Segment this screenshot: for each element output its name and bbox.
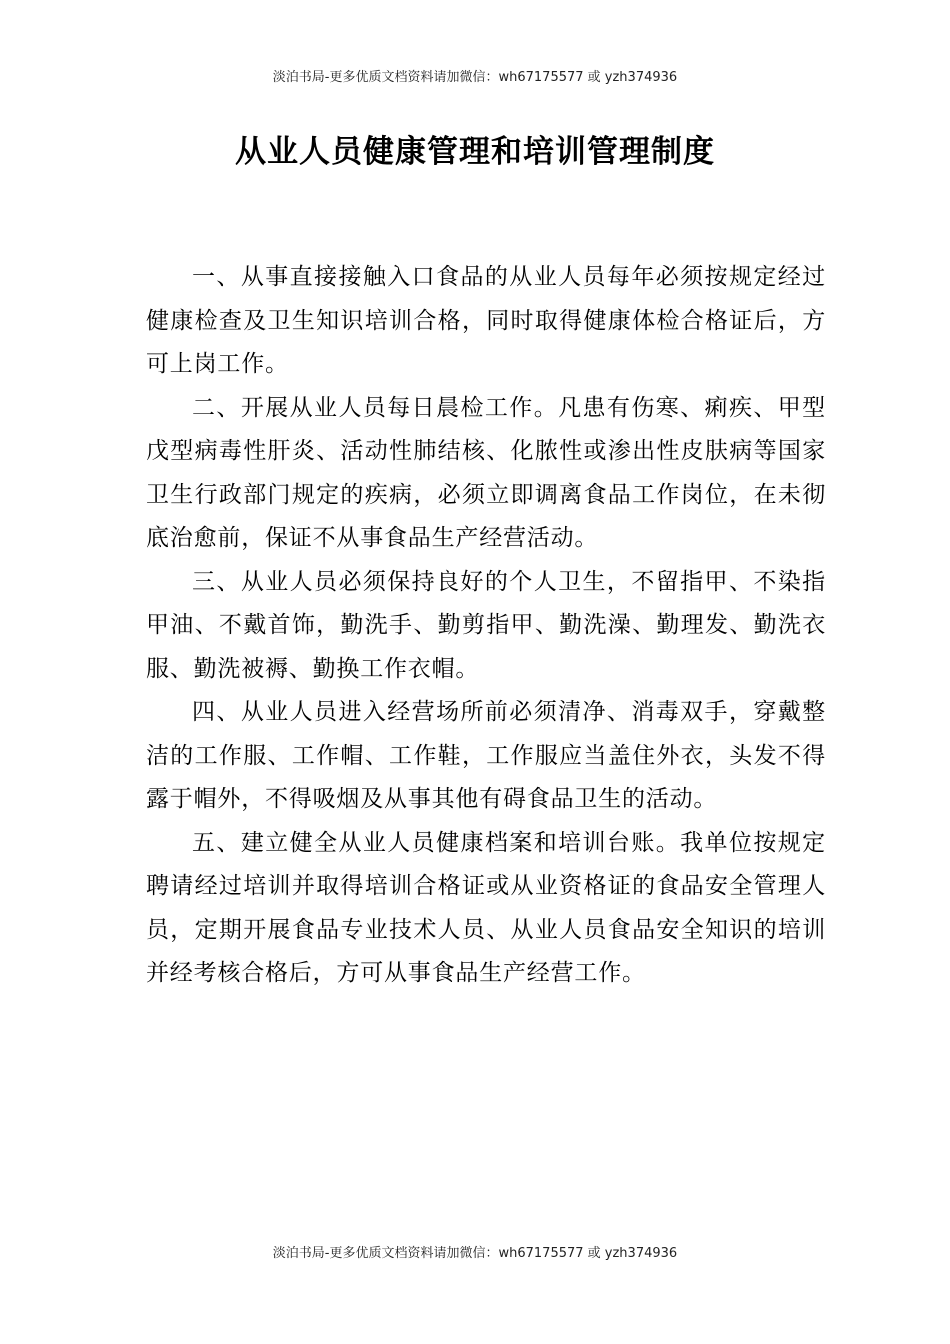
paragraph-3: 三、从业人员必须保持良好的个人卫生，不留指甲、不染指甲油、不戴首饰，勤洗手、勤剪指甲、勤洗澡、勤理发、勤洗衣服、勤洗被褥、勤换工作衣帽。 [146,568,826,682]
document-body [146,256,826,996]
page-footer: 淡泊书局-更多优质文档资料请加微信：wh67175577 或 yzh374936 [272,1246,678,1261]
paragraph-2: 二、开展从业人员每日晨检工作。凡患有伤寒、痢疾、甲型戊型病毒性肝炎、活动性肺结核、化脓性或渗出性皮肤病等国家卫生行政部门规定的疾病，必须立即调离食品工作岗位，在未彻底治愈前，保证不从事食品生产经营活动。 [146,394,826,551]
paragraph-1: 一、从事直接接触入口食品的从业人员每年必须按规定经过健康检查及卫生知识培训合格，同时取得健康体检合格证后，方可上岗工作。 [146,264,826,377]
page-header: 淡泊书局-更多优质文档资料请加微信：wh67175577 或 yzh374936 [272,70,678,85]
document-title: 从业人员健康管理和培训管理制度 [235,134,715,170]
paragraph-4: 四、从业人员进入经营场所前必须清净、消毒双手，穿戴整洁的工作服、工作帽、工作鞋，工作服应当盖住外衣，头发不得露于帽外，不得吸烟及从事其他有碍食品卫生的活动。 [146,699,826,812]
paragraph-5: 五、建立健全从业人员健康档案和培训台账。我单位按规定聘请经过培训并取得培训合格证或从业资格证的食品安全管理人员，定期开展食品专业技术人员、从业人员食品安全知识的培训并经考核合格后，方可从事食品生产经营工作。 [146,829,826,986]
